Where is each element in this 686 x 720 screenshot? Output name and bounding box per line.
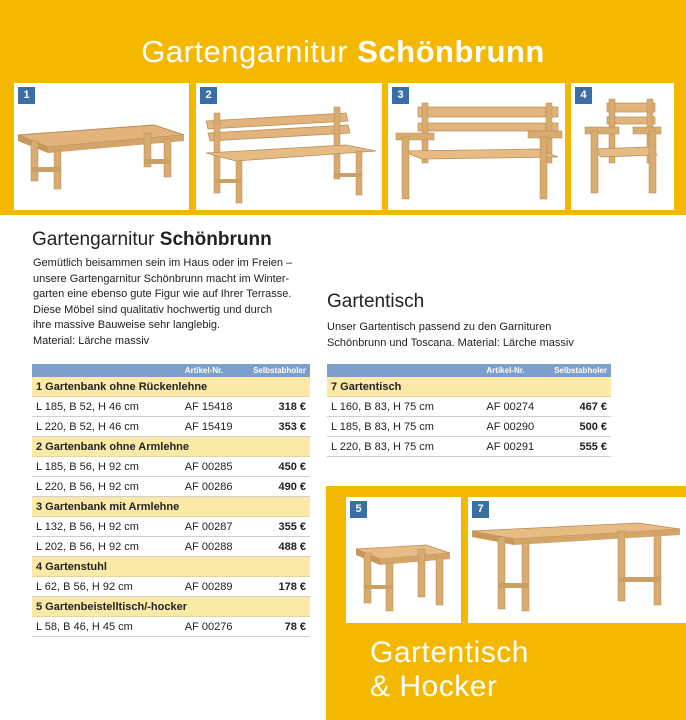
photo-number-badge: 5 [350,501,367,518]
table-row: L 185, B 56, H 92 cm AF 00285 450 € [32,457,310,477]
table-group-row: 1 Gartenbank ohne Rückenlehne [32,377,310,397]
photo-number-badge: 4 [575,87,592,104]
table-row: L 58, B 46, H 45 cm AF 00276 78 € [32,617,310,637]
table-row: L 62, B 56, H 92 cm AF 00289 178 € [32,577,310,597]
photo-side-table-stool [346,497,461,623]
table-row: L 185, B 52, H 46 cm AF 15418 318 € [32,397,310,417]
banner-title: Gartengarnitur Schönbrunn [141,34,545,69]
table-row: L 220, B 52, H 46 cm AF 15419 353 € [32,417,310,437]
bench-without-backrest-icon [14,83,189,210]
table-group-row: 7 Gartentisch [327,377,611,397]
photo-bench-without-backrest [14,83,189,210]
table-header: Artikel-Nr. Selbstabholer [32,364,310,377]
table-row: L 132, B 56, H 92 cm AF 00287 355 € [32,517,310,537]
photo-number-badge: 1 [18,87,35,104]
table-row: L 220, B 83, H 75 cm AF 00291 555 € [327,437,611,457]
table-row: L 185, B 83, H 75 cm AF 00290 500 € [327,417,611,437]
photo-garden-table [468,497,686,623]
photo-bench-without-armrest [196,83,382,210]
price-table-garden-table [327,364,611,457]
photo-number-badge: 7 [472,501,489,518]
table-group-row: 3 Gartenbank mit Armlehne [32,497,310,517]
photo-bench-with-armrest [388,83,565,210]
left-description: Gemütlich beisammen sein im Haus oder im Freien – unsere Gartengarnitur Schönbrunn macht im Winter- garten eine ebenso gute Figur wie auf Ihrer Terrasse. Diese Möbel sind qualitativ hochwertig und durch ihre massive Bauweise sehr langlebig. Material: Lärche massiv [33,257,293,347]
right-heading: Gartentisch [327,291,425,312]
right-description: Unser Gartentisch passend zu den Garnituren Schönbrunn und Toscana. Material: Lärche massiv [327,321,574,349]
garden-table-icon [468,497,686,623]
table-group-row: 5 Gartenbeistelltisch/-hocker [32,597,310,617]
bench-with-armrest-icon [388,83,565,210]
price-table-benches [32,364,310,637]
table-group-row: 2 Gartenbank ohne Armlehne [32,437,310,457]
table-header: Artikel-Nr. Selbstabholer [327,364,611,377]
table-row: L 220, B 56, H 92 cm AF 00286 490 € [32,477,310,497]
table-row: L 202, B 56, H 92 cm AF 00288 488 € [32,537,310,557]
table-row: L 160, B 83, H 75 cm AF 00274 467 € [327,397,611,417]
photo-number-badge: 3 [392,87,409,104]
bottom-title: Gartentisch & Hocker [370,636,529,703]
photo-number-badge: 2 [200,87,217,104]
photo-garden-chair [571,83,674,210]
left-heading: Gartengarnitur Schönbrunn [32,229,272,250]
bench-without-armrest-icon [196,83,382,210]
table-group-row: 4 Gartenstuhl [32,557,310,577]
